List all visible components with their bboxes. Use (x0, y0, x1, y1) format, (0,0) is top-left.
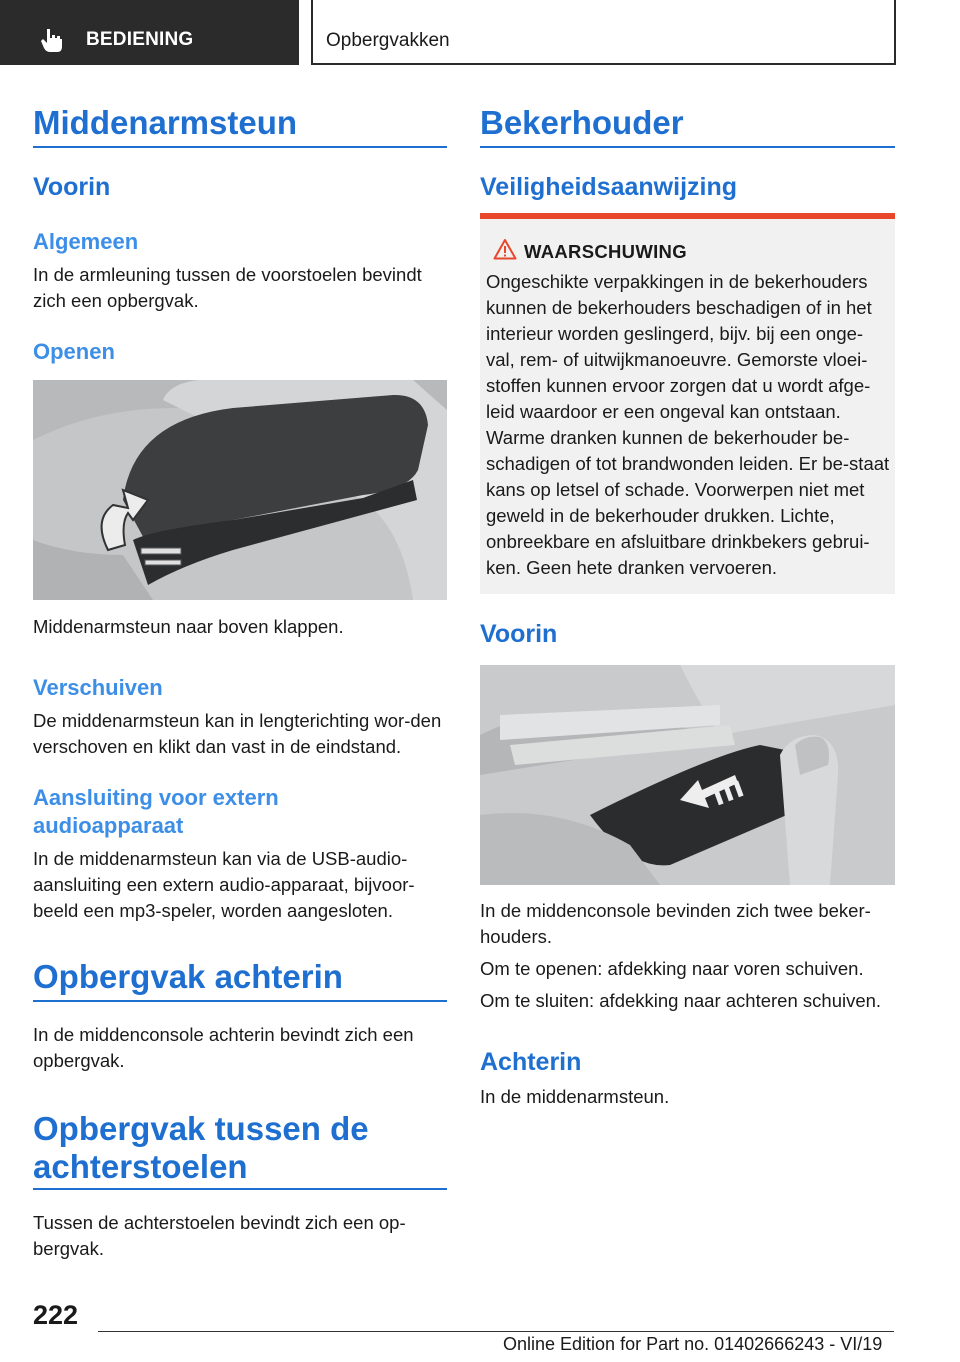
heading-middenarmsteun: Middenarmsteun (33, 104, 298, 141)
footer-rule (98, 1331, 894, 1332)
caption-openen: Middenarmsteun naar boven klappen. (33, 616, 344, 637)
header-section-tab (0, 0, 299, 65)
paragraph-opbergvak-tussen: Tussen de achterstoelen bevindt zich een op-bergvak. (33, 1212, 406, 1259)
warning-box (480, 219, 895, 594)
heading-opbergvak-tussen: Opbergvak tussen de achterstoelen (33, 1110, 369, 1185)
armrest-figure (33, 380, 447, 600)
heading-bekerhouder: Bekerhouder (480, 104, 684, 141)
paragraph-verschuiven: De middenarmsteun kan in lengterichting wor-den verschoven en klikt dan vast in de eindstand. (33, 710, 442, 757)
paragraph-achterin: In de middenarmsteun. (480, 1086, 670, 1107)
paragraph-voorin-3: Om te sluiten: afdekking naar achteren schuiven. (480, 990, 882, 1011)
heading-achterin: Achterin (480, 1048, 582, 1076)
heading-algemeen: Algemeen (33, 229, 139, 254)
paragraph-voorin-1: In de middenconsole bevinden zich twee beker-houders. (480, 900, 871, 947)
header-chapter-label: Opbergvakken (326, 30, 450, 51)
footer-edition-text: Online Edition for Part no. 01402666243 - VI/19 (503, 1334, 883, 1354)
heading-rule (33, 146, 447, 148)
warning-text: Ongeschikte verpakkingen in de bekerhouders kunnen de bekerhouders beschadigen of in het interieur worden geslingerd, bijv. bij een onge-val, rem- of uitwijkmanoeuvre. Gemorste vloei-stoffen kunnen ervoor zorgen dat u wordt afge-leid waardoor er een ongeval kan ontstaan. Warme dranken kunnen de bekerhouder be-schadigen of tot brandwonden leiden. Er be-staat kans op letsel of schade. Voorwerpen niet met geweld in de bekerhouder drukken. Lichte, onbreekbare en afsluitbare drinkbekers gebrui-ken. Geen hete dranken vervoeren. (486, 271, 890, 578)
heading-rule (33, 1188, 447, 1190)
heading-veiligheidsaanwijzing: Veiligheidsaanwijzing (480, 173, 738, 201)
cupholder-figure (480, 665, 895, 885)
warning-triangle-icon (493, 238, 517, 260)
header-section-label: BEDIENING (86, 29, 194, 50)
heading-rule (33, 1000, 447, 1002)
heading-voorin: Voorin (33, 173, 111, 201)
heading-voorin: Voorin (480, 620, 558, 648)
hand-pointer-icon (40, 27, 64, 53)
heading-openen: Openen (33, 339, 115, 364)
paragraph-algemeen: In de armleuning tussen de voorstoelen bevindt zich een opbergvak. (33, 264, 422, 311)
paragraph-aansluiting: In de middenarmsteun kan via de USB-audio-aansluiting een extern audio-apparaat, bijvoor-beeld een mp3-speler, worden aangesloten. (33, 848, 415, 921)
paragraph-voorin-2: Om te openen: afdekking naar voren schuiven. (480, 958, 864, 979)
heading-opbergvak-achterin: Opbergvak achterin (33, 958, 343, 995)
page-number: 222 (33, 1300, 79, 1330)
heading-verschuiven: Verschuiven (33, 675, 163, 700)
warning-title: WAARSCHUWING (524, 241, 687, 262)
header-chapter-tab (311, 0, 896, 65)
heading-aansluiting: Aansluiting voor extern audioapparaat (33, 785, 279, 838)
paragraph-opbergvak-achterin: In de middenconsole achterin bevindt zich een opbergvak. (33, 1024, 414, 1071)
heading-rule (480, 146, 895, 148)
